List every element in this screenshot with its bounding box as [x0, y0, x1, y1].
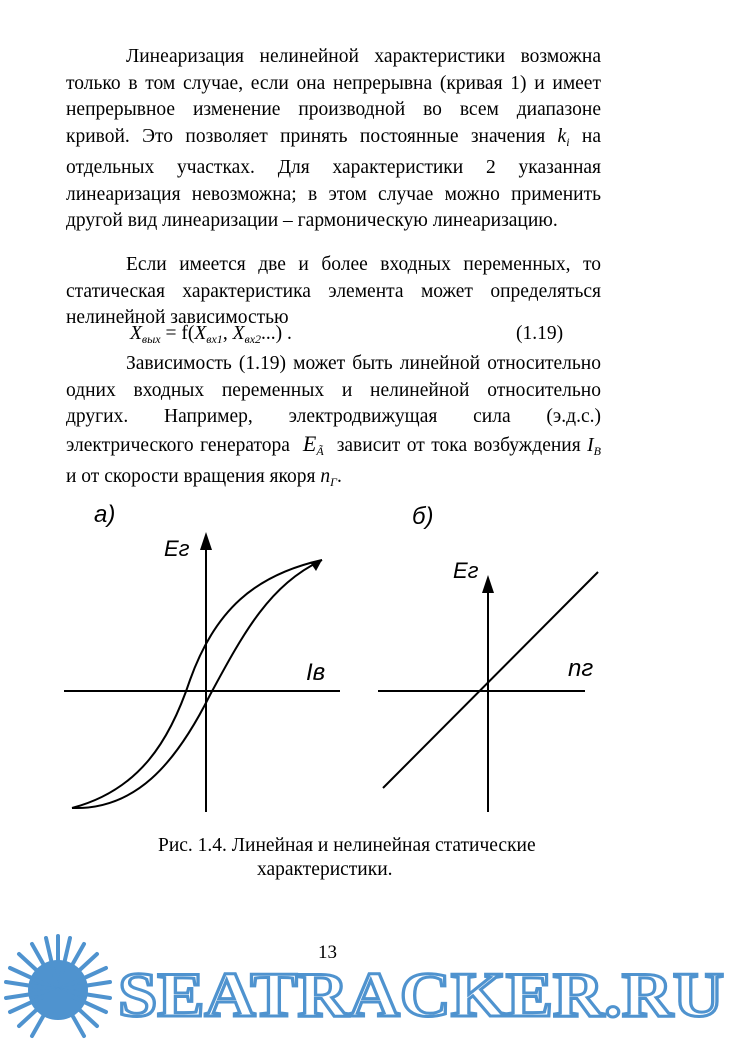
b-y-label: Eг — [453, 558, 479, 583]
formula-number: (1.19) — [516, 323, 564, 344]
figure-a — [64, 501, 340, 812]
watermark — [0, 928, 731, 1041]
variable-k: $k_i$ — [557, 125, 570, 149]
paragraph-dependency: Зависимость (1.19) может быть линейной относительно одних входных переменных и нелинейной относительно других. Например, электродвижущая сила (э.д.с.) электрического генератора $E_Ã$ зависит от тока возбуждения $I_В$ и от скорости вращения якоря $n_Г$. — [66, 353, 602, 489]
formula-1-19: $X_{вых} = f(X_{вх1}$, $X_{вх2}$...) . — [130, 323, 292, 346]
a-x-label: Iв — [306, 659, 326, 686]
figure-b — [378, 503, 598, 812]
paragraph-linearization — [66, 44, 601, 235]
figure-caption-continued: характеристики. — [257, 859, 393, 880]
figure-caption: Рис. 1.4. Линейная и нелинейная статические — [158, 835, 536, 856]
b-y-arrow — [482, 575, 494, 593]
variable-i-exc: $I_В$ — [587, 434, 602, 458]
figure-b-label: б) — [412, 503, 434, 530]
watermark-text: SEATRACKER.RU — [118, 959, 724, 1030]
paragraph-text: на отдельных участках. Для характеристики 2 указанная линеаризация невозможна; в этом случае можно применить другой вид линеаризации – гармоническую линеаризацию. — [66, 125, 602, 231]
figure-static-characteristics — [0, 490, 731, 830]
page-number: 13 — [318, 942, 337, 963]
b-x-label: nг — [568, 655, 594, 682]
variable-e-gen: $E_Ã$ — [302, 430, 324, 458]
hysteresis-lower-branch — [72, 560, 322, 808]
paragraph-text: Линеаризация нелинейной характеристики возможна только в том случае, если она непрерывна (кривая 1) и имеет непрерывное изменение производной во всем диапазоне кривой. Это позволяет принять постоянные значения — [66, 46, 601, 147]
hysteresis-upper-branch — [72, 560, 322, 808]
a-y-label: Eг — [164, 536, 190, 561]
variable-n-gen: $n_Г$ — [320, 466, 337, 489]
paragraph-multiple-inputs: Если имеется две и более входных переменных, то статическая характеристика элемента может определяться нелинейной зависимостью — [66, 254, 601, 328]
figure-a-label: а) — [94, 501, 116, 528]
a-y-arrow — [200, 532, 212, 550]
sun-logo-icon — [6, 936, 110, 1036]
linear-characteristic — [383, 572, 598, 788]
